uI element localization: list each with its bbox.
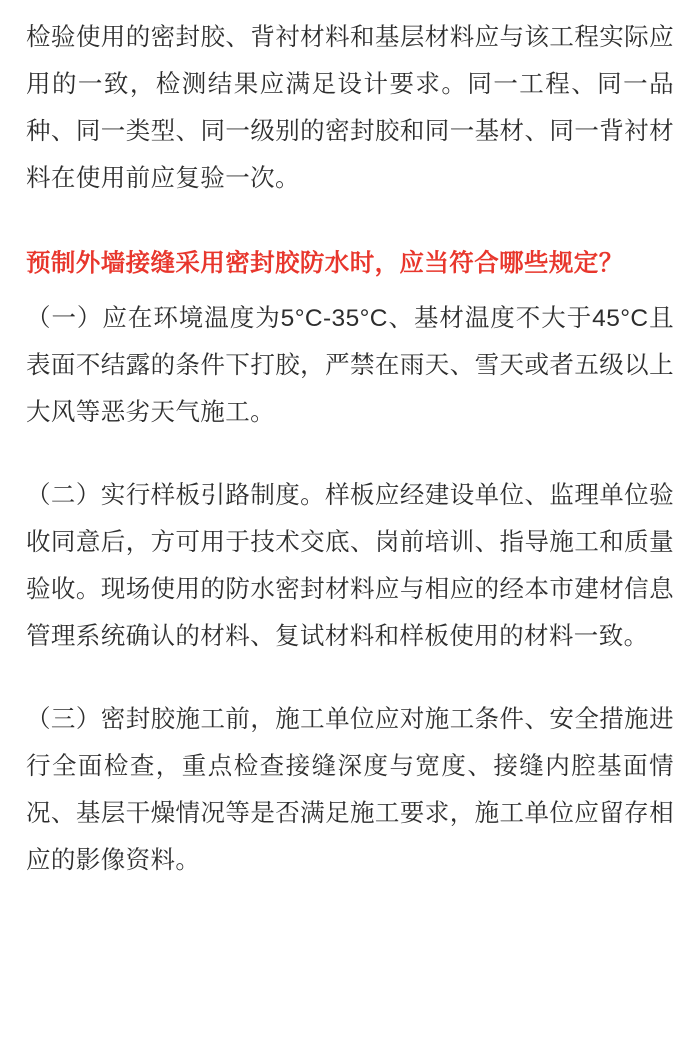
list-item: （一）应在环境温度为5°C-35°C、基材温度不大于45°C且表面不结露的条件下打胶，严禁在雨天、雪天或者五级以上大风等恶劣天气施工。 [26,305,674,426]
section-heading: 预制外墙接缝采用密封胶防水时，应当符合哪些规定？ [26,250,624,277]
spacer-item-2 [26,660,674,696]
spacer-before-heading [26,202,674,240]
spacer-after-heading [26,287,674,295]
list-item: （三）密封胶施工前，施工单位应对施工条件、安全措施进行全面检查，重点检查接缝深度与宽度、接缝内腔基面情况、基层干燥情况等是否满足施工要求，施工单位应留存相应的影像资料。 [26,706,674,874]
spacer-item-1 [26,436,674,472]
intro-paragraph: 检验使用的密封胶、背衬材料和基层材料应与该工程实际应用的一致，检测结果应满足设计要求。同一工程、同一品种、同一类型、同一级别的密封胶和同一基材、同一背衬材料在使用前应复验一次。 [26,24,674,192]
list-item: （二）实行样板引路制度。样板应经建设单位、监理单位验收同意后，方可用于技术交底、岗前培训、指导施工和质量验收。现场使用的防水密封材料应与相应的经本市建材信息管理系统确认的材料、复试材料和样板使用的材料一致。 [26,482,674,650]
